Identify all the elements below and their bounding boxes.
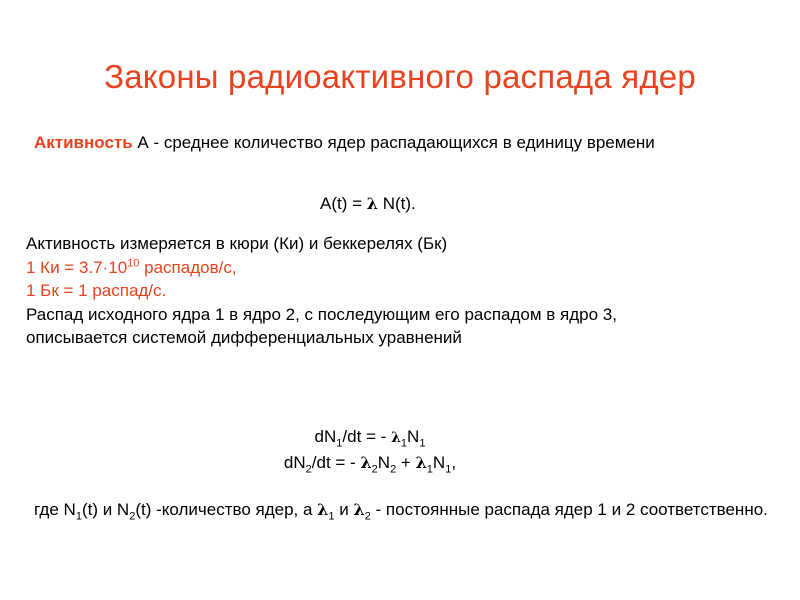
eq-sub: 2 [390, 462, 397, 475]
decay-chain-text: Распад исходного ядра 1 в ядро 2, с последующим его распадом в ядро 3, [26, 304, 617, 324]
becquerel-definition: 1 Бк = 1 распад/с. [26, 281, 167, 300]
eq-term: N [432, 452, 446, 472]
decay-chain-text-2: описывается системой дифференциальных уравнений [26, 328, 462, 347]
equation-explanation [34, 498, 774, 522]
units-line: Активность измеряется в кюри (Ки) и беккерелях (Бк) [26, 234, 448, 253]
eq-term: /dt = - [342, 427, 392, 446]
note-text: (t) -количество ядер, а [135, 500, 318, 519]
eq-term: dN [314, 427, 337, 446]
eq-sub: 2 [371, 462, 378, 475]
activity-definition-text: А - среднее количество ядер распадающихся в единицу времени [132, 133, 655, 152]
note-sub: 1 [328, 510, 335, 523]
curie-prefix: 1 Ки = 3.7·10 [26, 257, 128, 277]
equation-1 [0, 425, 740, 451]
note-text: и [334, 500, 354, 519]
eq-term: dN [283, 452, 306, 472]
eq-sub: 1 [426, 462, 433, 475]
curie-exponent: 10 [127, 256, 140, 269]
eq-term: + [396, 452, 416, 472]
curie-definition [26, 256, 766, 280]
equation-2 [0, 451, 740, 475]
eq-sub: 2 [305, 462, 312, 475]
lambda-symbol: λ [360, 452, 372, 472]
eq-sub: 1 [445, 462, 452, 475]
lambda-symbol: λ [366, 194, 378, 213]
units-block [26, 232, 766, 350]
lambda-symbol: λ [353, 500, 365, 519]
note-sub: 2 [364, 510, 371, 523]
eq-sub: 1 [419, 437, 426, 450]
eq-term: /dt = - [311, 452, 361, 472]
lambda-symbol: λ [391, 430, 401, 446]
eq-term: N [407, 427, 420, 446]
eq-sub: 1 [336, 437, 343, 450]
lambda-symbol: λ [415, 452, 427, 472]
slide-title: Законы радиоактивного распада ядер [104, 58, 696, 95]
note-sub: 1 [75, 510, 82, 523]
lambda-symbol: λ [317, 500, 329, 519]
curie-suffix: распадов/с, [139, 257, 237, 277]
eq-term: , [451, 452, 457, 472]
activity-definition [34, 133, 655, 153]
differential-equations [0, 425, 740, 474]
note-text: - постоянные распада ядер 1 и 2 соответственно. [370, 500, 768, 519]
formula-left: A(t) = [320, 194, 367, 213]
formula-right: N(t). [377, 194, 416, 213]
eq-term: N [377, 452, 391, 472]
activity-term: Активность [34, 133, 133, 152]
activity-formula [320, 194, 416, 214]
note-text: (t) и N [81, 500, 130, 519]
note-text: где N [34, 500, 76, 519]
note-sub: 2 [129, 510, 136, 523]
eq-sub: 1 [400, 437, 408, 450]
